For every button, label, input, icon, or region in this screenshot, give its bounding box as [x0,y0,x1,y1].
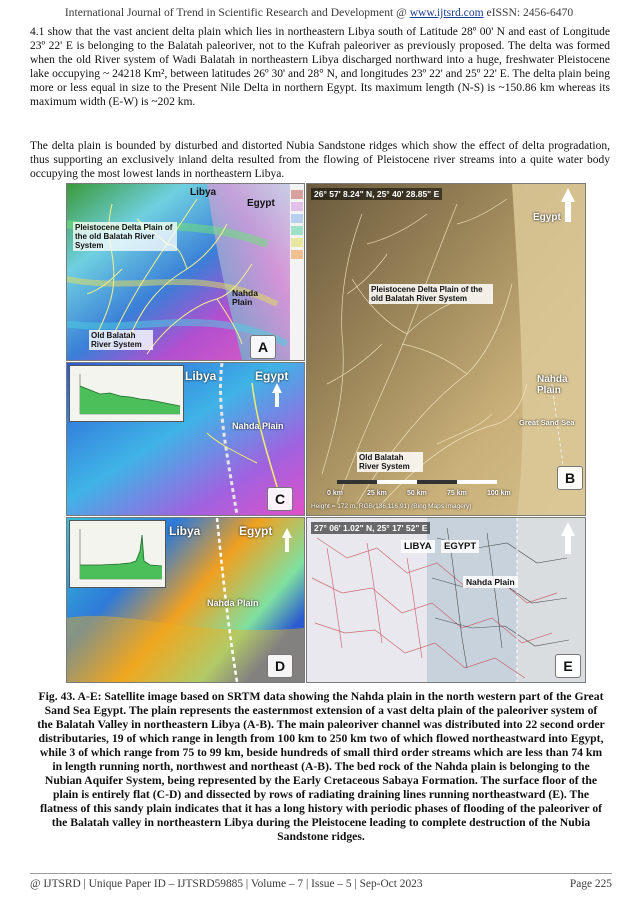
panel-b-scale-75: 75 km [447,490,467,497]
figure-caption: Fig. 43. A-E: Satellite image based on SRTM data showing the Nahda plain in the north western part of the Great Sand Sea Egypt. The plain represents the easternmost extension of a vast delta plain of the paleoriver system of the Balatah Valley in northeastern Libya (A-B). The main paleoriver channel was distributed into 22 second order distributaries, 19 of which range in length from 100 km to 250 km two of which flowed northeastward into Egypt, while 3 of which range from 75 to 99 km, beside hundreds of small third order streams which are less than 74 km in length running north, northwest and northeast (A-B). The bed rock of the Nahda plain is belonging to the Nubian Aquifer System, being represented by the Early Cretaceous Sabaya Formation. The surface floor of the plain is entirely flat (C-D) and dissected by rows of radiating draining lines running northeastward (E). The flatness of this sandy plain indicates that it has a long history with periodic phases of flooding of the paleoriver of the Balatah valley in northeastern Libya during the Pleistocene leading to complete destruction of the Nubia Sandstone ridges. [37,690,605,843]
panel-c-elevation-profile [69,365,184,422]
panel-d-libya-label: Libya [169,524,201,538]
page-footer [30,878,612,890]
panel-b-letter: B [557,466,583,490]
panel-a-libya-label: Libya [190,187,217,198]
panel-c-egypt-label: Egypt [255,369,289,383]
panel-b-great-sand-sea-label: Great Sand Sea [519,418,575,427]
panel-c-nahda-label: Nahda Plain [232,421,284,431]
journal-name: International Journal of Trend in Scientific Research and Development @ [64,6,410,19]
panel-a-delta-label: Pleistocene Delta Plain of the old Balatah River System [73,222,177,251]
panel-b-delta-label: Pleistocene Delta Plain of the old Balatah River System [369,284,493,304]
figure-panel-a [66,183,305,361]
footer-paper-info: @ IJTSRD | Unique Paper ID – IJTSRD59885 | Volume – 7 | Issue – 5 | Sep-Oct 2023 [30,878,423,890]
figure-panel-b [306,183,586,516]
panel-c-letter: C [267,487,293,511]
panel-d-egypt-label: Egypt [239,524,273,538]
panel-e-nahda-label: Nahda Plain [463,576,518,588]
panel-c-libya-label: Libya [185,369,217,383]
panel-b-north-arrow-shaft [565,202,571,222]
panel-d-elevation-profile [69,520,166,588]
panel-a-balatah-label: Old Balatah River System [89,330,153,350]
panel-b-scale-50: 50 km [407,490,427,497]
panel-b-egypt-label: Egypt [533,212,561,223]
footer-page-number: Page 225 [569,878,612,890]
footer-divider [30,873,612,874]
body-paragraph-2: The delta plain is bounded by disturbed and distorted Nubia Sandstone ridges which show the effect of delta progradation, thus supporting an exclusively inland delta resulted from the flowing of Pleistocene river streams into a quite water body occupying the most lowest lands in northeastern Libya. [30,140,610,181]
panel-b-scale-25: 25 km [367,490,387,497]
journal-issn: eISSN: 2456-6470 [483,6,574,19]
panel-b-scale-100: 100 km [487,490,511,497]
panel-a-egypt-label: Egypt [247,198,275,209]
panel-e-coordinates: 27° 06' 1.02" N, 25° 17' 52" E [311,522,430,534]
panel-e-north-arrow-shaft [565,536,571,554]
panel-b-satellite-map [307,184,585,515]
journal-website-link[interactable]: www.ijtsrd.com [409,6,484,19]
body-paragraph-1: 4.1 show that the vast ancient delta plain which lies in northeastern Libya south of Latitude 28º 00' N and east of Longitude 23º 22' E is belonging to the Balatah paleoriver, not to the Kufrah paleoriver as previously proposed. The delta was formed when the old River system of Wadi Balatah in northeastern Libya discharged northward into a huge, freshwater Pleistocene lake occupying ~ 24218 Km², between latitudes 26º 30' and 28° N, and longitudes 23º 22' and 25º 22' E. The delta plain being more or less equal in size to the Present Nile Delta in northern Egypt. Its maximum length (N-S) is ~150.86 km whereas its maximum width (E-W) is ~202 km. [30,26,610,109]
panel-a-letter: A [250,335,276,359]
panel-b-nahda-label: Nahda Plain [537,374,568,396]
panel-d-nahda-label: Nahda Plain [207,598,259,608]
panel-b-scale-0: 0 km [327,490,343,497]
figure-panel-c [66,362,305,516]
panel-d-letter: D [267,654,293,678]
panel-b-coordinates: 26° 57' 8.24" N, 25° 40' 28.85" E [311,188,442,200]
panel-a-nahda-label: Nahda Plain [232,288,258,307]
panel-b-balatah-label: Old Balatah River System [357,452,423,472]
figure-panel-d [66,517,305,683]
journal-header [0,6,638,19]
figure-panel-e [306,517,586,683]
panel-e-libya-label: LIBYA [401,540,435,553]
panel-e-egypt-label: EGYPT [441,540,479,553]
panel-b-north-arrow-icon [561,188,575,202]
panel-b-height-note: Height = 172 m, RGB(136,116,91) (Bing Maps Imagery) [311,503,472,510]
panel-e-letter: E [555,654,581,678]
panel-e-north-arrow-icon [561,522,575,536]
